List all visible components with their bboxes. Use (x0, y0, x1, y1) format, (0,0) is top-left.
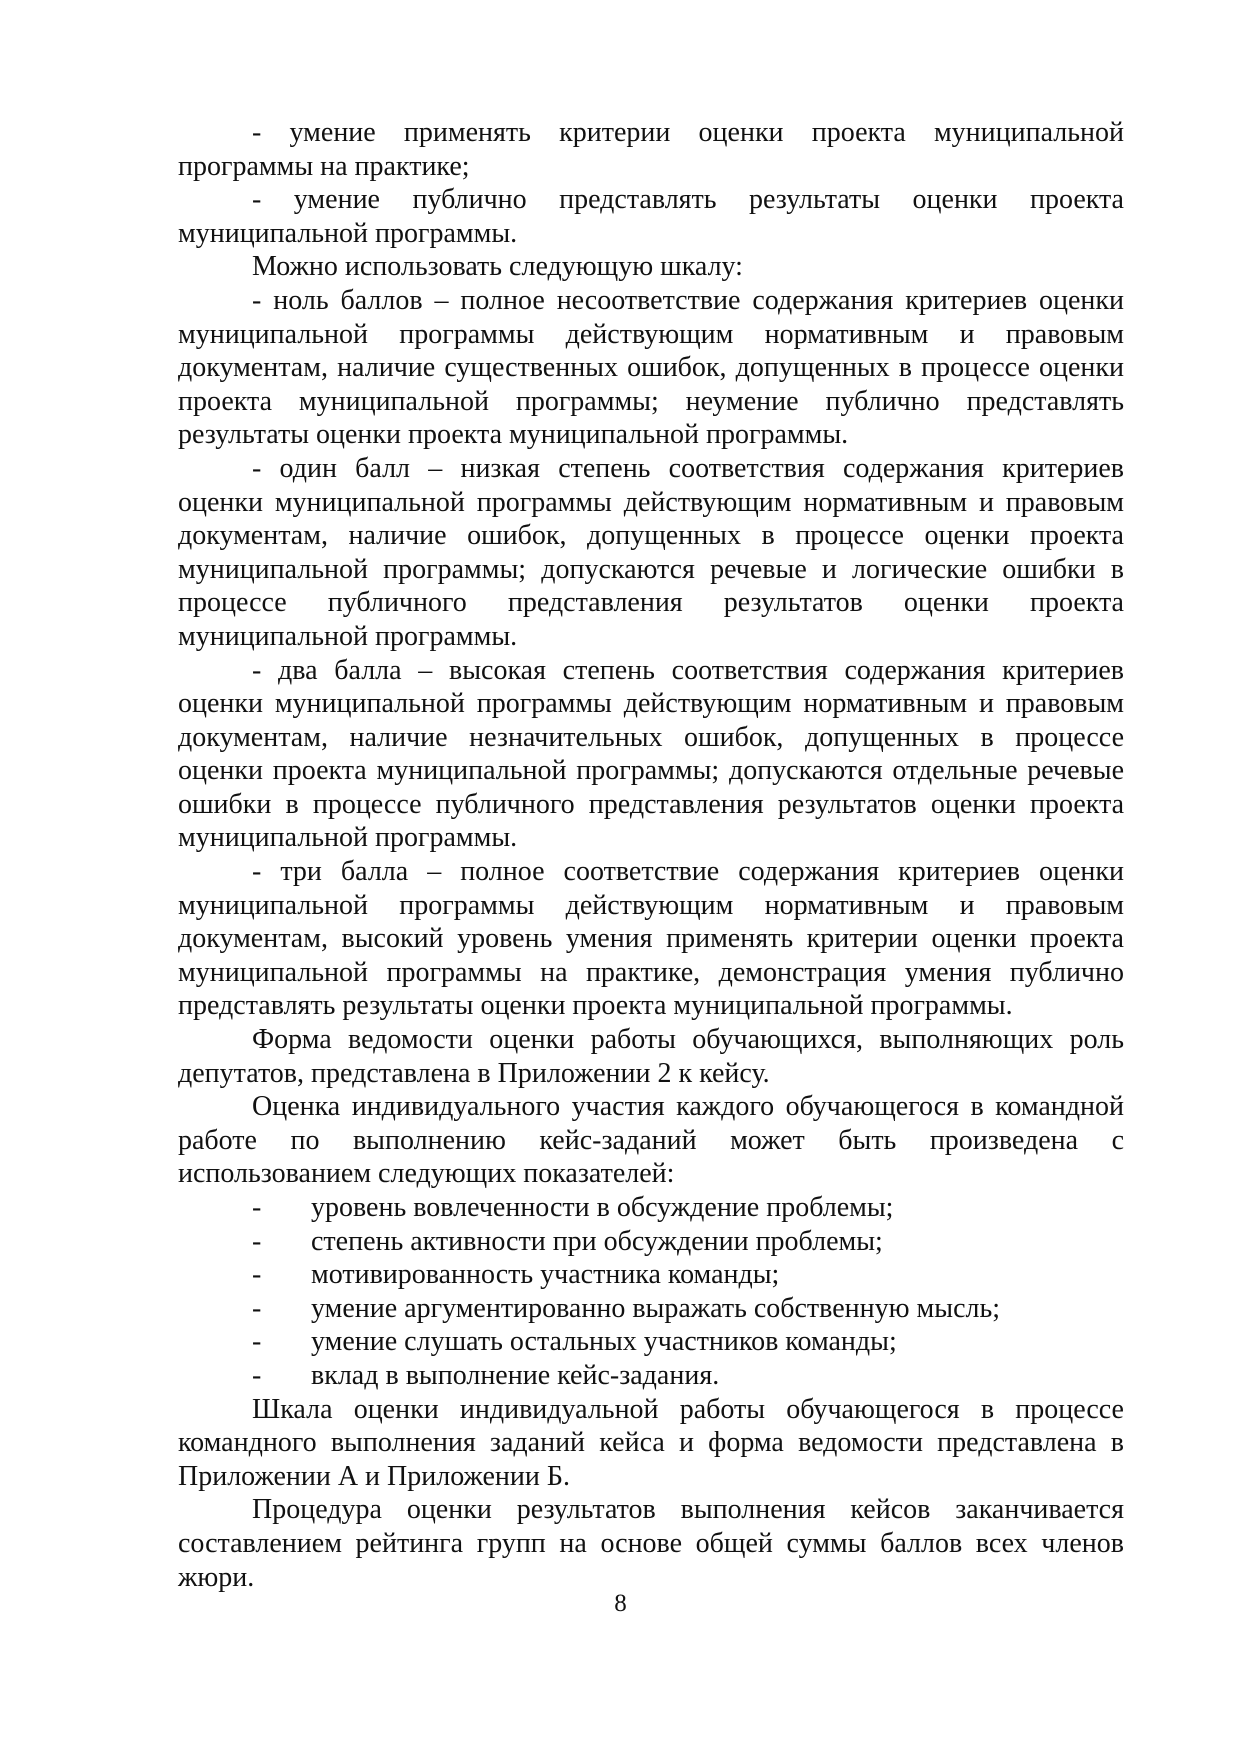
list-dash: - (252, 1225, 262, 1257)
paragraph-zero-points: - ноль баллов – полное несоответствие содержания критериев оценки муниципальной программы действующим нормативным и правовым документам, наличие существенных ошибок, допущенных в процессе оценки проекта муниципальной программы; неумение публично представлять результаты оценки проекта муниципальной программы. (178, 284, 1124, 451)
list-item-text: вклад в выполнение кейс-задания. (311, 1359, 720, 1391)
list-dash: - (252, 1192, 262, 1223)
paragraph-skill-presentation: - умение публично представлять результаты оценки проекта муниципальной программы. (178, 184, 1124, 249)
list-item-text: умение слушать остальных участников команды; (311, 1326, 897, 1358)
list-item (178, 1359, 1124, 1393)
list-dash: - (252, 1292, 262, 1324)
list-item-text: умение аргументированно выражать собственную мысль; (311, 1292, 1001, 1324)
list-item (178, 1292, 1124, 1326)
paragraph-individual-scale: Шкала оценки индивидуальной работы обучающегося в процессе командного выполнения заданий кейса и форма ведомости представлена в Приложении А и Приложении Б. (178, 1393, 1124, 1492)
paragraph-rating-procedure: Процедура оценки результатов выполнения кейсов заканчивается составлением рейтинга групп на основе общей суммы баллов всех членов жюри. (178, 1494, 1124, 1593)
paragraph-three-points: - три балла – полное соответствие содержания критериев оценки муниципальной программы действующим нормативным и правовым документам, высокий уровень умения применять критерии оценки проекта муниципальной программы на практике, демонстрация умения публично представлять результаты оценки проекта муниципальной программы. (178, 856, 1124, 1022)
list-item-text: уровень вовлеченности в обсуждение проблемы; (311, 1192, 894, 1223)
paragraph-deputies-form: Форма ведомости оценки работы обучающихся, выполняющих роль депутатов, представлена в Приложении 2 к кейсу. (178, 1024, 1124, 1089)
paragraph-scale-intro: Можно использовать следующую шкалу: (252, 251, 743, 283)
list-dash: - (252, 1326, 262, 1358)
list-dash: - (252, 1359, 262, 1391)
list-item (178, 1258, 1124, 1292)
indicators-list (178, 1191, 1124, 1393)
list-item (178, 1225, 1124, 1259)
paragraph-one-point: - один балл – низкая степень соответствия содержания критериев оценки муниципальной программы действующим нормативным и правовым документам, наличие ошибок, допущенных в процессе оценки проекта муниципальной программы; допускаются речевые и логические ошибки в процессе публичного представления результатов оценки проекта муниципальной программы. (178, 452, 1124, 652)
list-item (178, 1325, 1124, 1359)
list-item-text: степень активности при обсуждении проблемы; (311, 1225, 883, 1257)
paragraph-two-points: - два балла – высокая степень соответствия содержания критериев оценки муниципальной программы действующим нормативным и правовым документам, наличие незначительных ошибок, допущенных в процессе оценки проекта муниципальной программы; допускаются отдельные речевые ошибки в процессе публичного представления результатов оценки проекта муниципальной программы. (178, 654, 1124, 854)
paragraph-individual-assessment: Оценка индивидуального участия каждого обучающегося в командной работе по выполнению кейс-заданий может быть произведена с использованием следующих показателей: (178, 1091, 1124, 1190)
page-body (178, 116, 1124, 1594)
page-number: 8 (614, 1590, 627, 1617)
list-dash: - (252, 1259, 262, 1291)
list-item-text: мотивированность участника команды; (311, 1259, 780, 1291)
paragraph-skill-criteria: - умение применять критерии оценки проекта муниципальной программы на практике; (178, 117, 1124, 182)
list-item (178, 1191, 1124, 1225)
